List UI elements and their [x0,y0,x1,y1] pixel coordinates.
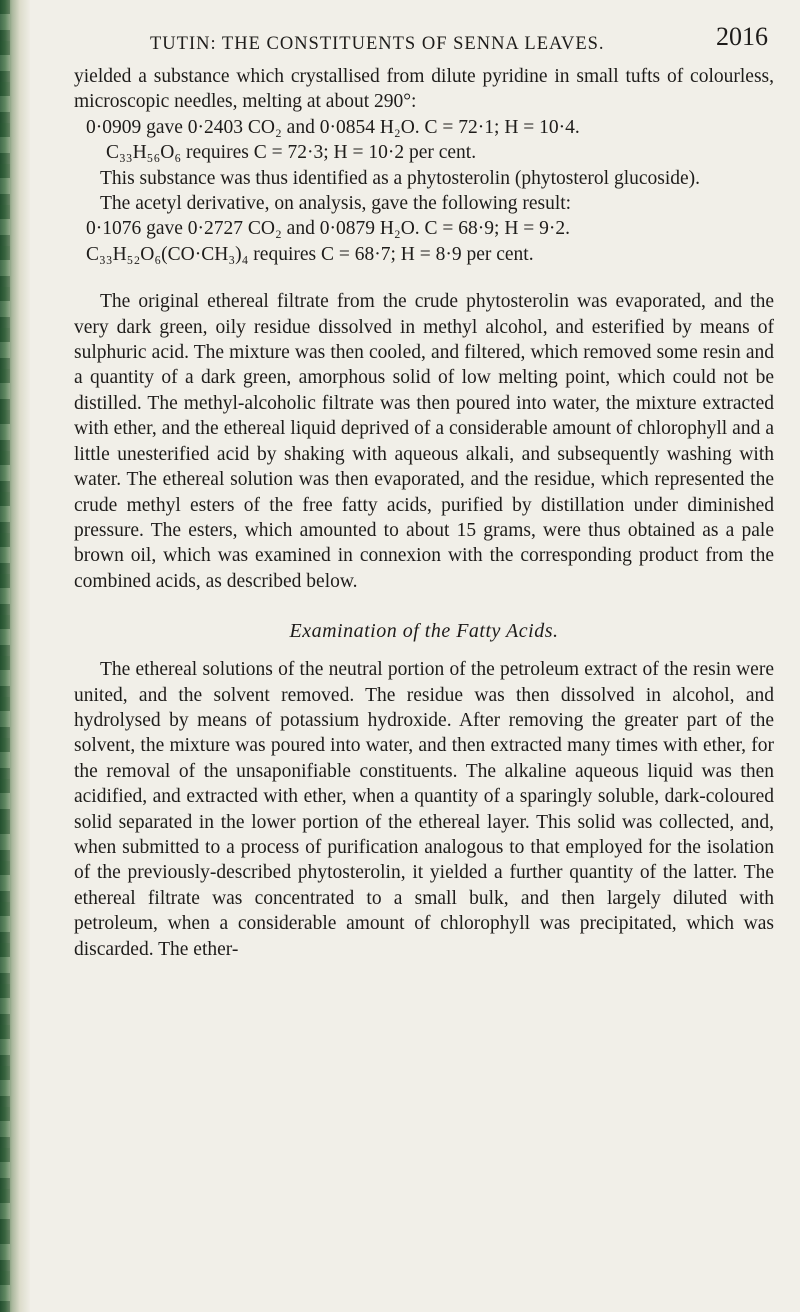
page-number: 2016 [716,22,768,51]
paragraph-5: The ethereal solutions of the neutral portion of the petroleum extract of the resin were united, and the solvent removed. The residue was then dissolved in alcohol, and hydrolysed by means of potassium hydroxide. After removing the greater part of the solvent, the mixture was poured into water, and then extracted many times with ether, for the removal of the unsaponifiable constituents. The alkaline aqueous liquid was then acidified, and extracted with ether, when a quantity of a sparingly soluble, dark-coloured solid separated in the lower portion of the ethereal layer. This solid was collected, and, when submitted to a process of purification analogous to that employed for the isolation of the previously-described phytosterolin, it yielded a further quantity of the latter. The ethereal filtrate was concentrated to a small bulk, and then largely diluted with petroleum, when a considerable amount of chlorophyll was precipitated, which was discarded. The ether- [74,659,774,960]
section-heading: Examination of the Fatty Acids. [289,620,559,643]
running-head [74,14,774,64]
book-page [74,14,774,962]
page-spine-edge [0,0,30,1312]
analysis-1-calculated: C₃₃H₅₆O₆ requires C = 72·3; H = 10·2 per cent. [106,142,477,164]
analysis-2-found: 0·1076 gave 0·2727 CO₂ and 0·0879 H₂O. C = 68·9; H = 9·2. [86,218,571,240]
paragraph-2: This substance was thus identified as a phytosterolin (phytosterol glucoside). [100,167,701,189]
spacer [74,267,774,289]
analysis-1-found: 0·0909 gave 0·2403 CO₂ and 0·0854 H₂O. C = 72·1; H = 10·4. [86,116,580,138]
running-title: TUTIN: THE CONSTITUENTS OF SENNA LEAVES. [150,34,605,54]
paragraph-3: The acetyl derivative, on analysis, gave the following result: [100,193,572,215]
paragraph-1: yielded a substance which crystallised from dilute pyridine in small tufts of colourless, microscopic needles, melting at about 290°: [74,66,774,113]
paragraph-4: The original ethereal filtrate from the crude phytosterolin was evaporated, and the very dark green, oily residue dissolved in methyl alcohol, and esterified by means of sulphuric acid. The mixture was then cooled, and filtered, which removed some resin and a quantity of a dark green, amorphous solid of low melting point, which could not be distilled. The methyl-alcoholic filtrate was then poured into water, the mixture extracted with ether, and the ethereal liquid deprived of a considerable amount of chlorophyll and a little unesterified acid by shaking with aqueous alkali, and subsequently washing with water. The ethereal solution was then evaporated, and the residue, which represented the crude methyl esters of the free fatty acids, purified by distillation under diminished pressure. The esters, which amounted to about 15 grams, were thus obtained as a pale brown oil, which was examined in connexion with the corresponding product from the combined acids, as described below. [74,291,774,592]
analysis-2-calculated: C₃₃H₅₂O₆(CO·CH₃)₄ requires C = 68·7; H = 8·9 per cent. [86,243,534,265]
spine-texture [0,0,10,1312]
